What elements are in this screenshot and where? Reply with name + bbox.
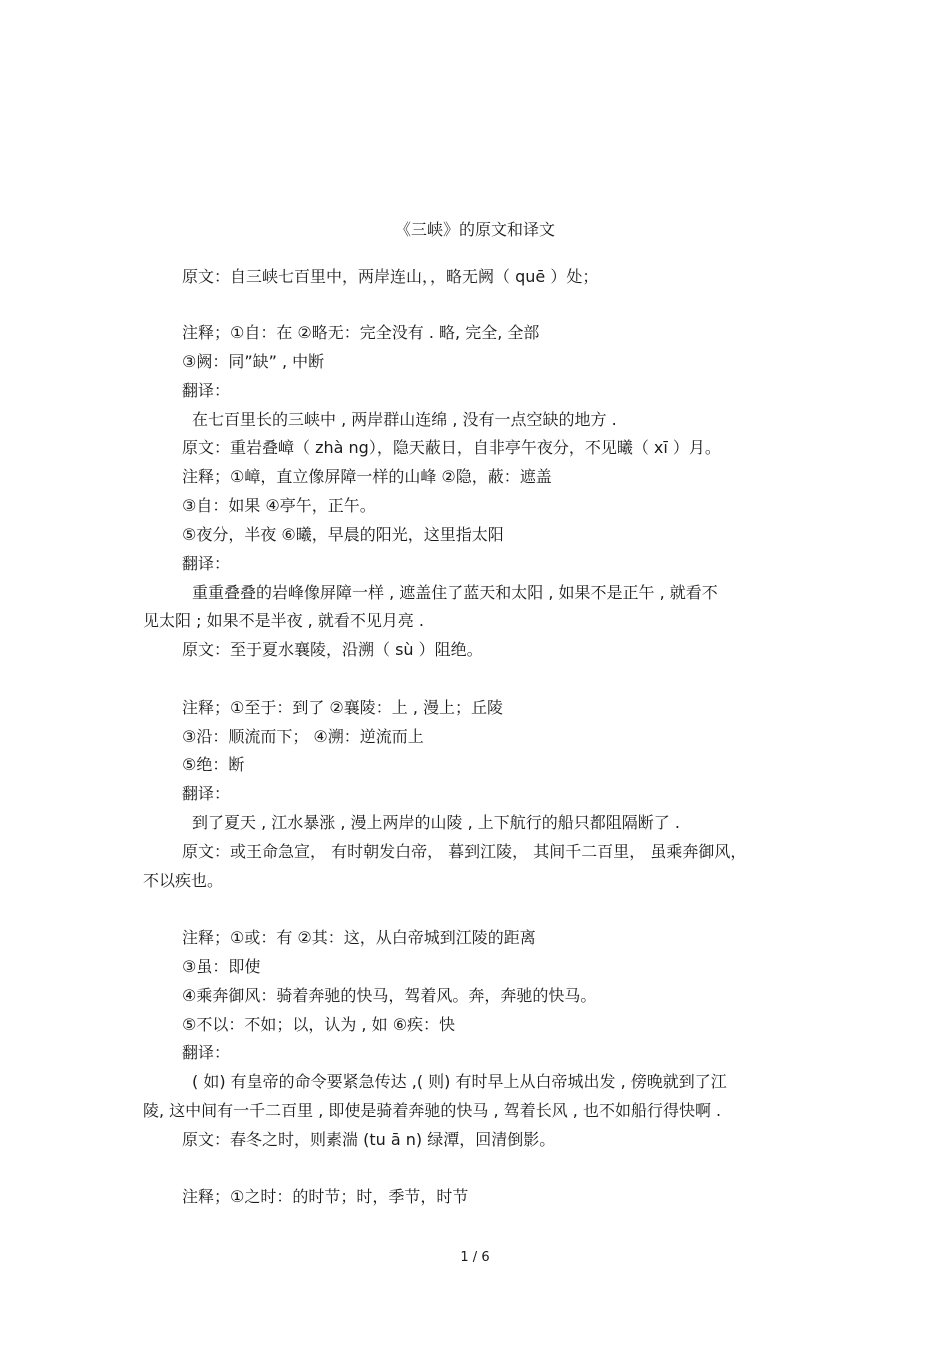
text-line: ( 如) 有皇帝的命令要紧急传达 ,( 则) 有时早上从白帝城出发 , 傍晚就到了江 xyxy=(192,1072,727,1091)
text-line: 重重叠叠的岩峰像屏障一样 , 遮盖住了蓝天和太阳 , 如果不是正午 , 就看不 xyxy=(192,583,718,602)
text-line: 不以疾也。 xyxy=(143,871,224,890)
text-line: 在七百里长的三峡中 , 两岸群山连绵 , 没有一点空缺的地方 . xyxy=(192,410,617,429)
text-line: 注释；①至于：到了 ②襄陵：上 , 漫上；丘陵 xyxy=(182,698,504,717)
text-line: 翻译： xyxy=(182,554,231,573)
text-line: 陵, 这中间有一千二百里 , 即使是骑着奔驰的快马 , 驾着长风 , 也不如船行得快啊 . xyxy=(143,1101,722,1120)
text-line: ⑤不以：不如；以，认为 , 如 ⑥疾：快 xyxy=(182,1015,456,1034)
page-number: 1 / 6 xyxy=(460,1250,490,1265)
text-line: 原文：重岩叠嶂（ zhà ng），隐天蔽日，自非亭午夜分，不见曦（ xī ）月。 xyxy=(182,438,721,457)
text-line: 见太阳 ; 如果不是半夜 , 就看不见月亮 . xyxy=(143,611,424,630)
text-line: 翻译： xyxy=(182,1043,231,1062)
text-line: ③自：如果 ④亭午，正午。 xyxy=(182,496,376,515)
text-line: ⑤绝：断 xyxy=(182,755,245,774)
text-line: 注释；①或：有 ②其：这，从白帝城到江陵的距离 xyxy=(182,928,536,947)
text-line: ④乘奔御风：骑着奔驰的快马，驾着风。奔，奔驰的快马。 xyxy=(182,986,597,1005)
text-line: 翻译： xyxy=(182,784,231,803)
text-line: 原文：或王命急宣， 有时朝发白帝， 暮到江陵， 其间千二百里， 虽乘奔御风， xyxy=(182,842,747,861)
text-line: 注释；①自：在 ②略无：完全没有 . 略, 完全, 全部 xyxy=(182,323,540,342)
text-line: 原文：自三峡七百里中，两岸连山，，略无阙（ quē ）处； xyxy=(182,267,599,286)
text-line: ③阙：同”缺” , 中断 xyxy=(182,352,325,371)
text-line: ③沿：顺流而下； ④溯：逆流而上 xyxy=(182,727,424,746)
document-title: 《三峡》的原文和译文 xyxy=(394,220,555,239)
text-line: 原文：春冬之时，则素湍 (tu ā n) 绿潭，回清倒影。 xyxy=(182,1130,556,1149)
text-line: ⑤夜分，半夜 ⑥曦，早晨的阳光，这里指太阳 xyxy=(182,525,504,544)
text-line: 翻译： xyxy=(182,381,231,400)
text-line: 到了夏天 , 江水暴涨 , 漫上两岸的山陵 , 上下航行的船只都阻隔断了 . xyxy=(192,813,680,832)
text-line: 原文：至于夏水襄陵，沿溯（ sù ）阻绝。 xyxy=(182,640,483,659)
text-line: 注释；①嶂，直立像屏障一样的山峰 ②隐，蔽：遮盖 xyxy=(182,467,552,486)
text-line: ③虽：即使 xyxy=(182,957,261,976)
text-line: 注释；①之时：的时节；时，季节，时节 xyxy=(182,1187,469,1206)
